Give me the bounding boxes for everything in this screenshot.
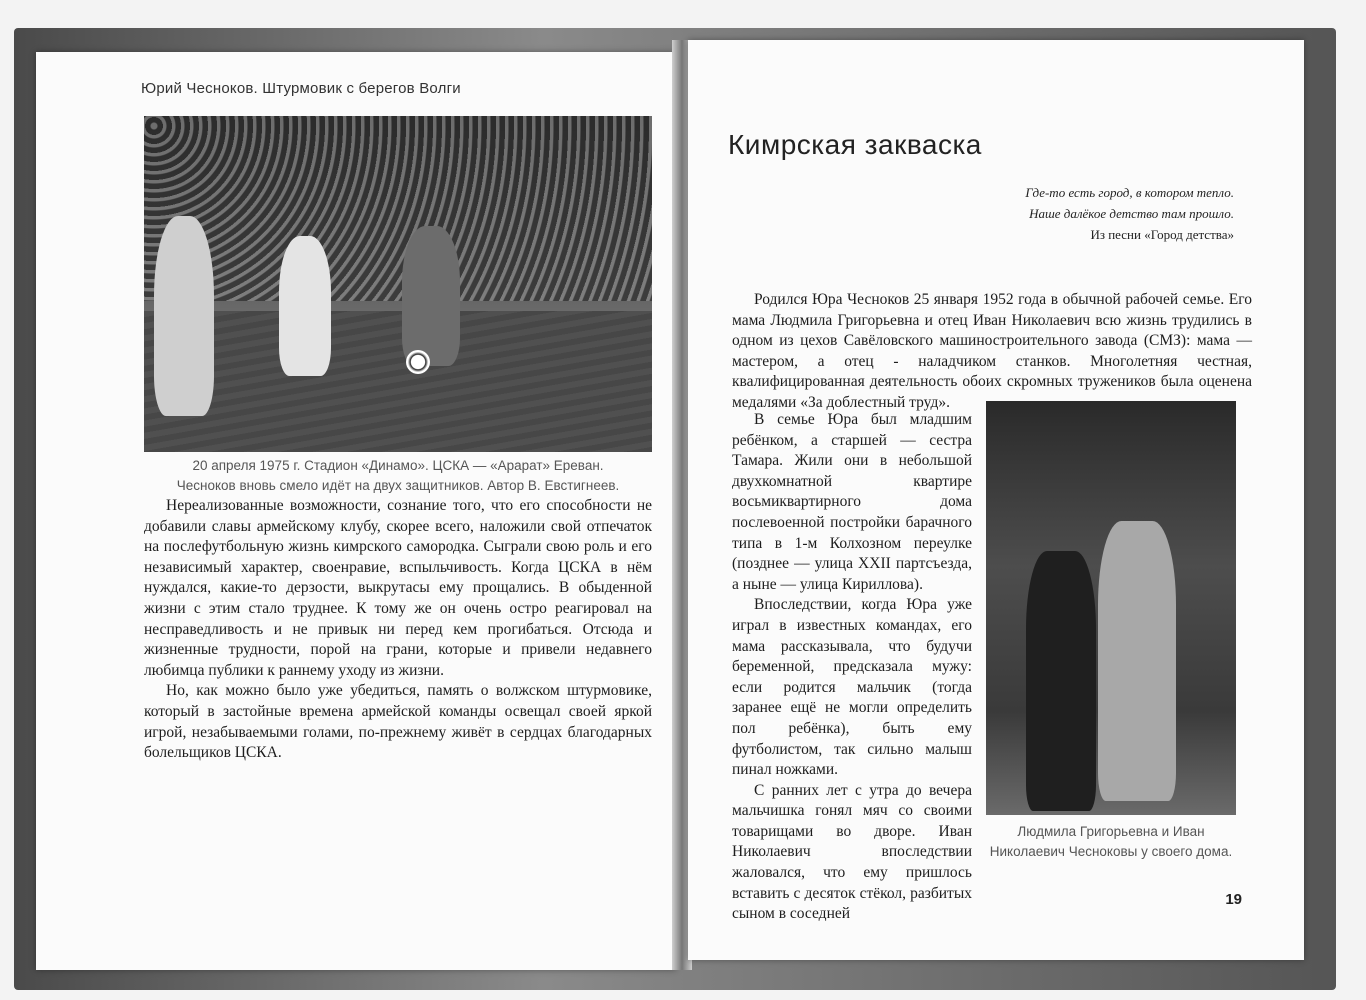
epigraph-line: Где-то есть город, в котором тепло. xyxy=(1025,185,1234,200)
paragraph: Родился Юра Чесноков 25 января 1952 года в обычной рабочей семье. Его мама Людмила Григорьевна и отец Иван Николаевич всю жизнь трудились в одном из цехов Савёловского машиностроительного завода (СМЗ): мама — мастером, а отец - наладчиком станков. Многолетняя честная, квалифицированная деятельность обоих скромных тружеников была оценена медалями «За доблестный труд». xyxy=(732,291,1252,411)
caption-line: 20 апреля 1975 г. Стадион «Динамо». ЦСКА — «Арарат» Ереван. xyxy=(192,458,604,473)
football xyxy=(406,350,430,374)
chapter-title: Кимрская закваска xyxy=(728,128,982,160)
column-text xyxy=(732,410,972,925)
caption-line: Николаевич Чесноковы у своего дома. xyxy=(989,844,1233,859)
running-head: Юрий Чесноков. Штурмовик с берегов Волги xyxy=(141,80,461,97)
football-match-photo xyxy=(144,116,652,452)
caption-line: Людмила Григорьевна и Иван xyxy=(1017,824,1205,839)
paragraph: Но, как можно было уже убедиться, память о волжском штурмовике, который в застойные времена армейской команды освещал своей яркой игрой, незабываемыми голами, по-прежнему живёт в сердцах благодарных болельщиков ЦСКА. xyxy=(144,682,652,762)
player-figure xyxy=(279,236,331,376)
photo-caption xyxy=(144,456,652,496)
woman-figure xyxy=(1098,521,1176,801)
family-photo xyxy=(986,401,1236,815)
paragraph: Впоследствии, когда Юра уже играл в известных командах, его мама рассказывала, что будучи беременной, предсказала мужу: если родится мальчик (тогда заранее ещё не могли определить пол ребёнка), быть ему футболистом, так сильно малыш пинал ножками. xyxy=(732,596,972,779)
pitch xyxy=(144,311,652,452)
right-page xyxy=(688,40,1304,960)
epigraph xyxy=(1025,182,1234,245)
paragraph: Нереализованные возможности, сознание того, что его способности не добавили славы армейскому клубу, скорее всего, наложили свой отпечаток на послефутбольную жизнь кимрского самородка. Сыграли свою роль и его независимый характер, своенравие, вспыльчивость. Когда ЦСКА в нём нуждался, какие-то дерзости, выкрутасы ему прощались. В обыденной жизни с этим стало труднее. К тому же он очень остро реагировал на несправедливость и не привык ни перед кем прогибаться. Отсюда и жизненные трудности, порой на грани, которые и привели недавнего любимца публики к раннему уходу из жизни. xyxy=(144,497,652,679)
paragraph: С ранних лет с утра до вечера мальчишка гонял мяч со своими товарищами во дворе. Иван Николаевич впоследствии жаловался, что ему пришлось вставить с десяток стёкол, разбитых сыном в соседней xyxy=(732,781,972,923)
stadium-crowd xyxy=(144,116,652,301)
left-page xyxy=(36,52,676,970)
man-figure xyxy=(1026,551,1096,811)
paragraph: В семье Юра был младшим ребёнком, а старшей — сестра Тамара. Жили они в небольшой двухкомнатной квартире восьмиквартирного дома послевоенной постройки барачного типа в 1-м Колхозном переулке (позднее — улица XXII партсъезда, а ныне — улица Кириллова). xyxy=(732,411,972,593)
player-figure xyxy=(154,216,214,416)
epigraph-source: Из песни «Город детства» xyxy=(1090,227,1234,242)
caption-line: Чесноков вновь смело идёт на двух защитников. Автор В. Евстигнеев. xyxy=(176,478,620,493)
intro-text xyxy=(732,290,1252,414)
player-figure xyxy=(402,226,460,366)
epigraph-line: Наше далёкое детство там прошло. xyxy=(1029,206,1234,221)
page-number: 19 xyxy=(1225,891,1242,908)
photo-caption xyxy=(986,822,1236,862)
body-text xyxy=(144,496,652,764)
